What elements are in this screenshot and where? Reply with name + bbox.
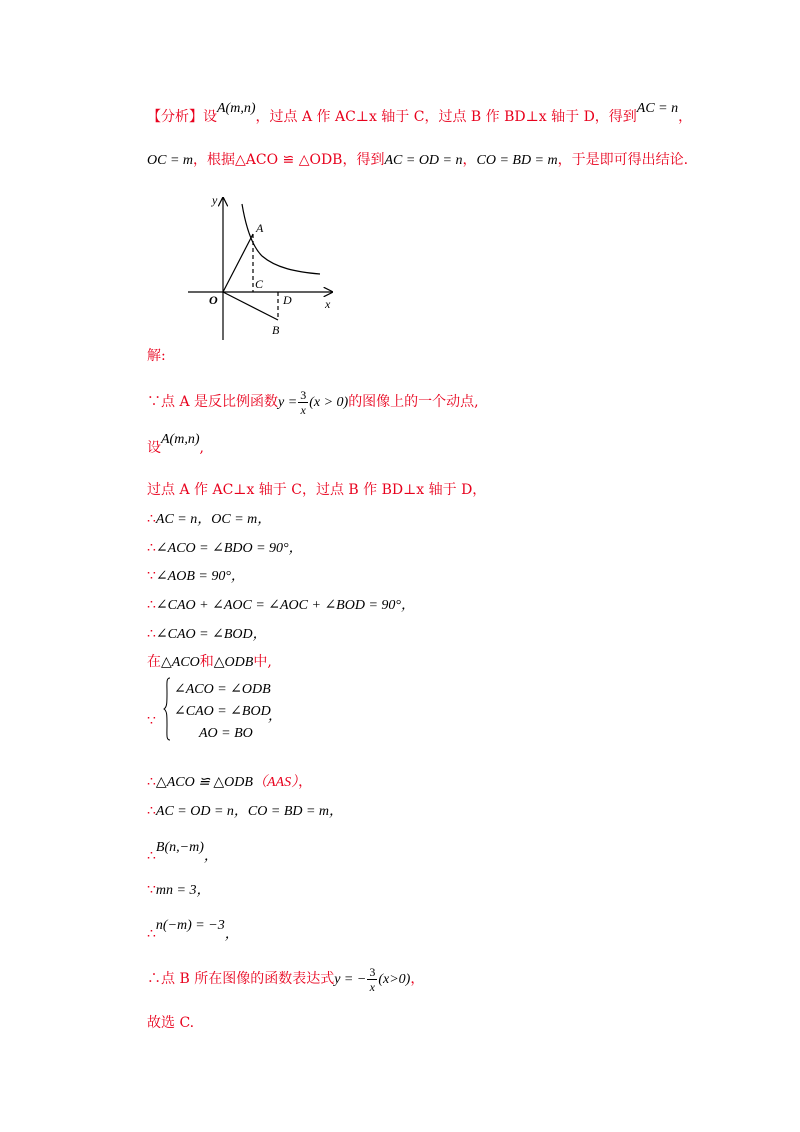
hyperbola-curve (242, 204, 320, 274)
fraction-3-over-x: $\frac{3}{x}$ (300, 387, 307, 417)
label-o: O (209, 293, 218, 307)
system-end: ， (268, 709, 282, 724)
label-b: B (272, 323, 280, 337)
analysis-tag: 【分析】 (147, 109, 203, 125)
solution-line-4: ∴AC = n，OC = m， (147, 511, 272, 527)
label-y: y (212, 193, 218, 207)
system-eq-3: AO = BO (199, 726, 253, 741)
solution-line-1: ∵点 A 是反比例函数y = $\frac{3}{x}$ (x > 0)的图像上的一个动点, (147, 387, 479, 417)
solution-line-7: ∴∠CAO + ∠AOC = ∠AOC + ∠BOD = 90°， (147, 597, 416, 613)
solution-heading: 解: (147, 348, 166, 364)
solution-line-11: ∴AC = OD = n，CO = BD = m， (147, 803, 344, 819)
label-x: x (325, 297, 331, 311)
label-a: A (256, 221, 264, 235)
left-brace (163, 677, 171, 741)
solution-line-2: 设A(m,n), (147, 432, 204, 456)
hyperbola-graph (180, 188, 340, 348)
fraction-neg-3-over-x: $\frac{3}{x}$ (369, 964, 376, 994)
segment-ob (223, 292, 278, 320)
because-symbol-system: ∵ (147, 713, 156, 729)
solution-line-10: ∴△ACO ≌ △ODB（AAS）， (147, 774, 313, 790)
solution-line-15: ∴点 B 所在图像的函数表达式y = − $\frac{3}{x}$ (x>0)， (147, 964, 425, 994)
segment-oa (223, 234, 253, 292)
solution-line-14: ∴n(−m) = −3， (147, 918, 239, 942)
solution-line-8: ∴∠CAO = ∠BOD， (147, 626, 267, 642)
analysis-line-2: OC = m，根据△ACO ≌ △ODB，得到AC = OD = n，CO = BD = m，于是即可得出结论. (147, 152, 689, 168)
solution-line-12: ∴B(n,−m)， (147, 840, 218, 864)
label-c: C (255, 277, 264, 291)
analysis-line-1: 【分析】设A(m,n)，过点 A 作 AC⊥x 轴于 C，过点 B 作 BD⊥x 轴于 D，得到AC = n， (147, 101, 693, 125)
label-d: D (283, 293, 292, 307)
system-eq-2: ∠CAO = ∠BOD (174, 704, 271, 719)
solution-line-6: ∵∠AOB = 90°， (147, 568, 245, 584)
point-a-label: A(m,n) (217, 101, 256, 116)
solution-line-13: ∵mn = 3， (147, 882, 211, 898)
system-eq-1: ∠ACO = ∠ODB (174, 682, 271, 697)
solution-line-3: 过点 A 作 AC⊥x 轴于 C，过点 B 作 BD⊥x 轴于 D， (147, 482, 487, 498)
solution-line-9: 在△ACO和△ODB中, (147, 654, 272, 670)
final-answer: 故选 C. (147, 1015, 195, 1031)
solution-line-5: ∴∠ACO = ∠BDO = 90°， (147, 540, 303, 556)
